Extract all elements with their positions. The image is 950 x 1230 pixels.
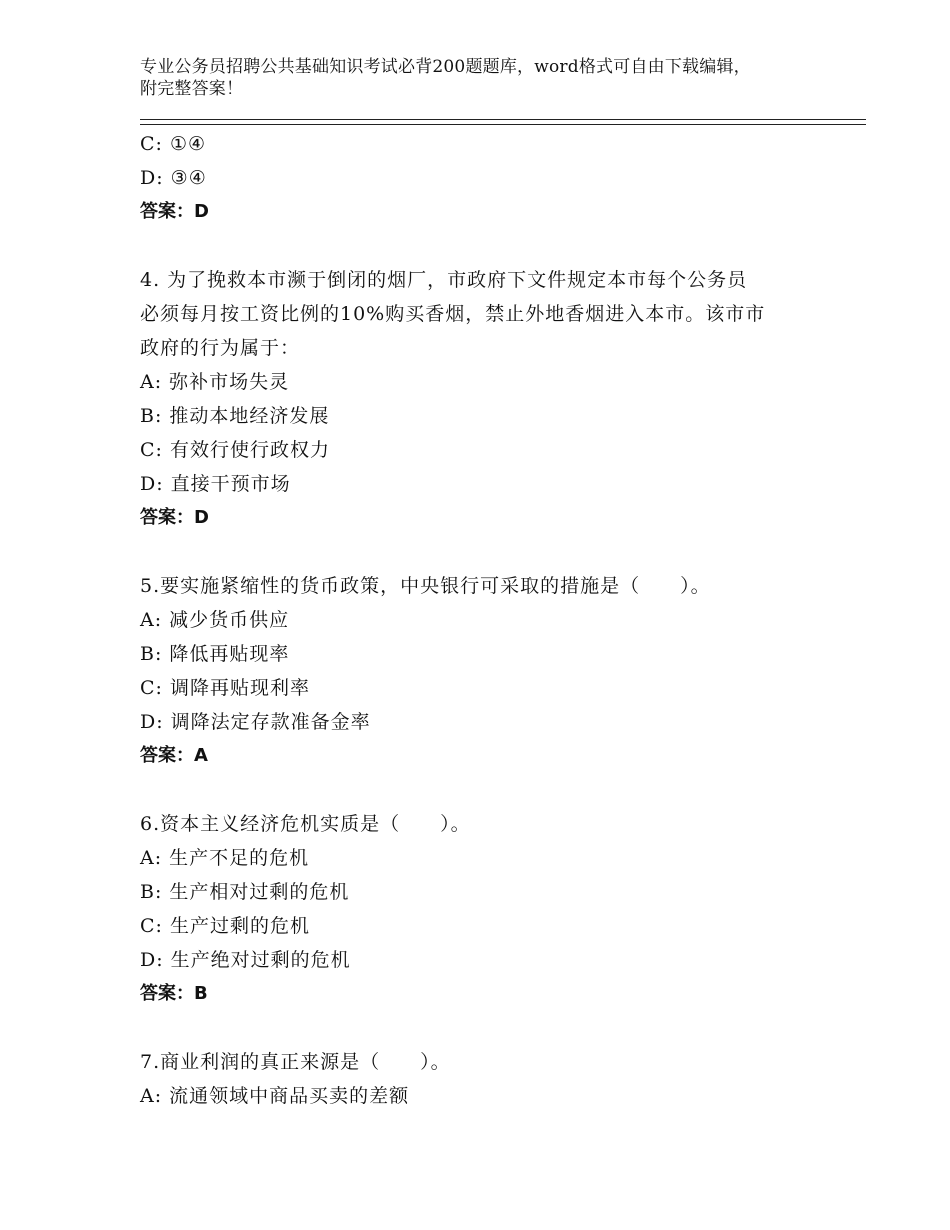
- spacer: [140, 1011, 820, 1045]
- question-stem: 5.要实施紧缩性的货币政策，中央银行可采取的措施是（ ）。: [140, 575, 711, 597]
- header-line-2: 附完整答案！: [140, 79, 244, 99]
- question-stem: 6.资本主义经济危机实质是（ ）。: [140, 813, 471, 835]
- header-line-1: 专业公务员招聘公共基础知识考试必背200题题库，word格式可自由下载编辑，: [140, 57, 751, 77]
- answer-line: 答案：B: [140, 983, 208, 1004]
- answer-line: 答案：A: [140, 745, 208, 766]
- option-b: B: 生产相对过剩的危机: [140, 881, 350, 903]
- option-d: D: ③④: [140, 167, 207, 189]
- question-stem: 7.商业利润的真正来源是（ ）。: [140, 1051, 451, 1073]
- question-stem-line: 4. 为了挽救本市濒于倒闭的烟厂，市政府下文件规定本市每个公务员: [140, 269, 748, 291]
- option-d: D: 调降法定存款准备金率: [140, 711, 371, 733]
- header-rule-top: [140, 119, 866, 120]
- question-4: [140, 263, 820, 535]
- answer-line: 答案：D: [140, 507, 209, 528]
- option-d: D: 生产绝对过剩的危机: [140, 949, 351, 971]
- spacer: [140, 535, 820, 569]
- option-a: A: 流通领域中商品买卖的差额: [140, 1085, 410, 1107]
- question-stem-line: 政府的行为属于：: [140, 337, 301, 359]
- option-b: B: 推动本地经济发展: [140, 405, 330, 427]
- option-b: B: 降低再贴现率: [140, 643, 290, 665]
- option-c: C: 有效行使行政权力: [140, 439, 330, 461]
- option-c: C: ①④: [140, 133, 207, 155]
- option-a: A: 减少货币供应: [140, 609, 290, 631]
- option-c: C: 生产过剩的危机: [140, 915, 310, 937]
- spacer: [140, 773, 820, 807]
- option-a: A: 生产不足的危机: [140, 847, 310, 869]
- option-d: D: 直接干预市场: [140, 473, 291, 495]
- question-3: [140, 127, 820, 229]
- spacer: [140, 229, 820, 263]
- option-a: A: 弥补市场失灵: [140, 371, 290, 393]
- question-5: [140, 569, 820, 773]
- header-rule-bottom: [140, 124, 866, 125]
- question-list: [140, 127, 820, 1113]
- option-c: C: 调降再贴现利率: [140, 677, 310, 699]
- question-6: [140, 807, 820, 1011]
- page-header: [140, 56, 820, 100]
- question-7: [140, 1045, 820, 1113]
- question-stem-line: 必须每月按工资比例的10%购买香烟，禁止外地香烟进入本市。该市市: [140, 303, 766, 325]
- answer-line: 答案：D: [140, 201, 209, 222]
